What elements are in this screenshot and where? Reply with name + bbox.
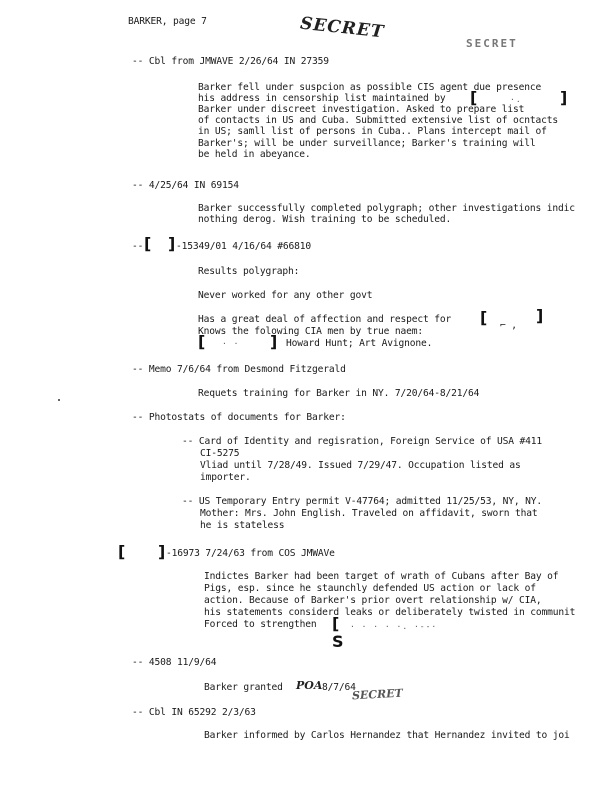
entry-5-sub-2-line-3: he is stateless: [200, 520, 285, 531]
redaction-bracket: [: [480, 308, 488, 327]
redaction-bracket: ]: [168, 234, 176, 253]
entry-5-sub-1-line-3: Vliad until 7/28/49. Issued 7/29/47. Occupation listed as: [200, 460, 521, 471]
handwritten-initials: POA: [296, 679, 323, 692]
classification-stamp-faint: SECRET: [466, 37, 518, 50]
entry-8-heading: -- Cbl IN 65292 2/3/63: [132, 707, 256, 718]
redaction-bracket: S: [332, 632, 344, 651]
entry-3-line-2: Never worked for any other govt: [198, 290, 373, 301]
entry-6-line-5: Forced to strengthen: [204, 619, 317, 630]
entry-5-sub-2-line-2: Mother: Mrs. John English. Traveled on affidavit, sworn that: [200, 508, 538, 519]
entry-3-line-5: Howard Hunt; Art Avignone.: [286, 338, 433, 349]
entry-1-line-5: in US; samll list of persons in Cuba.. Plans intercept mail of: [198, 126, 547, 137]
entry-2-line-2: nothing derog. Wish training to be scheduled.: [198, 214, 452, 225]
entry-5-sub-1-line-4: importer.: [200, 472, 251, 483]
scan-speck: [58, 399, 60, 401]
redaction-bracket: ]: [270, 332, 278, 351]
classification-stamp-overstrike: SECRET: [351, 686, 404, 703]
entry-1-heading: -- Cbl from JMWAVE 2/26/64 IN 27359: [132, 56, 329, 67]
redaction-mark: ⌐ ,: [500, 320, 517, 331]
entry-1-line-1: Barker fell under suspcion as possible CIS agent due presence: [198, 82, 542, 93]
redaction-smear: · ·: [222, 339, 240, 348]
redaction-bracket: ]: [536, 306, 544, 325]
entry-3-line-1: Results polygraph:: [198, 266, 300, 277]
entry-5-heading: -- Photostats of documents for Barker:: [132, 412, 346, 423]
entry-4-line-1: Requets training for Barker in NY. 7/20/64-8/21/64: [198, 388, 480, 399]
entry-6-line-4: his statements considerd leaks or deliberately twisted in communit: [204, 607, 576, 618]
entry-8-line-1: Barker informed by Carlos Hernandez that Hernandez invited to joi: [204, 730, 570, 741]
redaction-bracket: ]: [560, 88, 568, 107]
classification-stamp: SECRET: [299, 13, 386, 43]
entry-1-line-4: of contacts in US and Cuba. Submitted extensive list of ocntacts: [198, 115, 559, 126]
entry-7-heading: -- 4508 11/9/64: [132, 657, 217, 668]
entry-6-line-2: Pigs, esp. since he staunchly defended US action or lack of: [204, 583, 536, 594]
entry-2-line-1: Barker successfully completed polygraph; other investigations indic: [198, 203, 575, 214]
entry-2-heading: -- 4/25/64 IN 69154: [132, 180, 239, 191]
entry-6-line-1: Indictes Barker had been target of wrath of Cubans after Bay of: [204, 571, 559, 582]
redaction-smear: · · · · ·. ·--·: [350, 622, 438, 631]
redaction-bracket: [: [198, 332, 206, 351]
entry-5-sub-2-line-1: -- US Temporary Entry permit V-47764; admitted 11/25/53, NY, NY.: [182, 496, 543, 507]
redaction-bracket: [: [144, 234, 152, 253]
entry-1-line-3: Barker under discreet investigation. Asked to prepare list: [198, 104, 525, 115]
redaction-bracket: [: [332, 614, 340, 633]
entry-1-line-7: be held in abeyance.: [198, 149, 311, 160]
entry-6-line-3: action. Because of Barker's prior overt relationship w/ CIA,: [204, 595, 542, 606]
entry-3-line-4: Knows the folowing CIA men by true naem:: [198, 326, 424, 337]
page-label: BARKER, page 7: [128, 16, 207, 27]
entry-4-heading: -- Memo 7/6/64 from Desmond Fitzgerald: [132, 364, 346, 375]
entry-3-line-3: Has a great deal of affection and respect for: [198, 314, 452, 325]
entry-3-dash: --: [132, 241, 144, 252]
redaction-bracket: ]: [158, 542, 166, 561]
entry-1-line-2: his address in censorship list maintained by: [198, 93, 446, 104]
redaction-bracket: [: [118, 542, 126, 561]
entry-3-heading: -15349/01 4/16/64 #66810: [176, 241, 312, 252]
entry-7-line-1: Barker granted: [204, 682, 283, 693]
redaction-bracket: [: [470, 88, 478, 107]
entry-6-heading: -16973 7/24/63 from COS JMWAVe: [166, 548, 335, 559]
entry-7-line-2: 8/7/64: [322, 682, 356, 693]
entry-5-sub-1-line-2: CI-5275: [200, 448, 240, 459]
entry-5-sub-1-line-1: -- Card of Identity and regisration, Foreign Service of USA #411: [182, 436, 543, 447]
redaction-smear: ·.: [510, 95, 522, 104]
entry-1-line-6: Barker's; will be under surveillance; Barker's training will: [198, 138, 536, 149]
